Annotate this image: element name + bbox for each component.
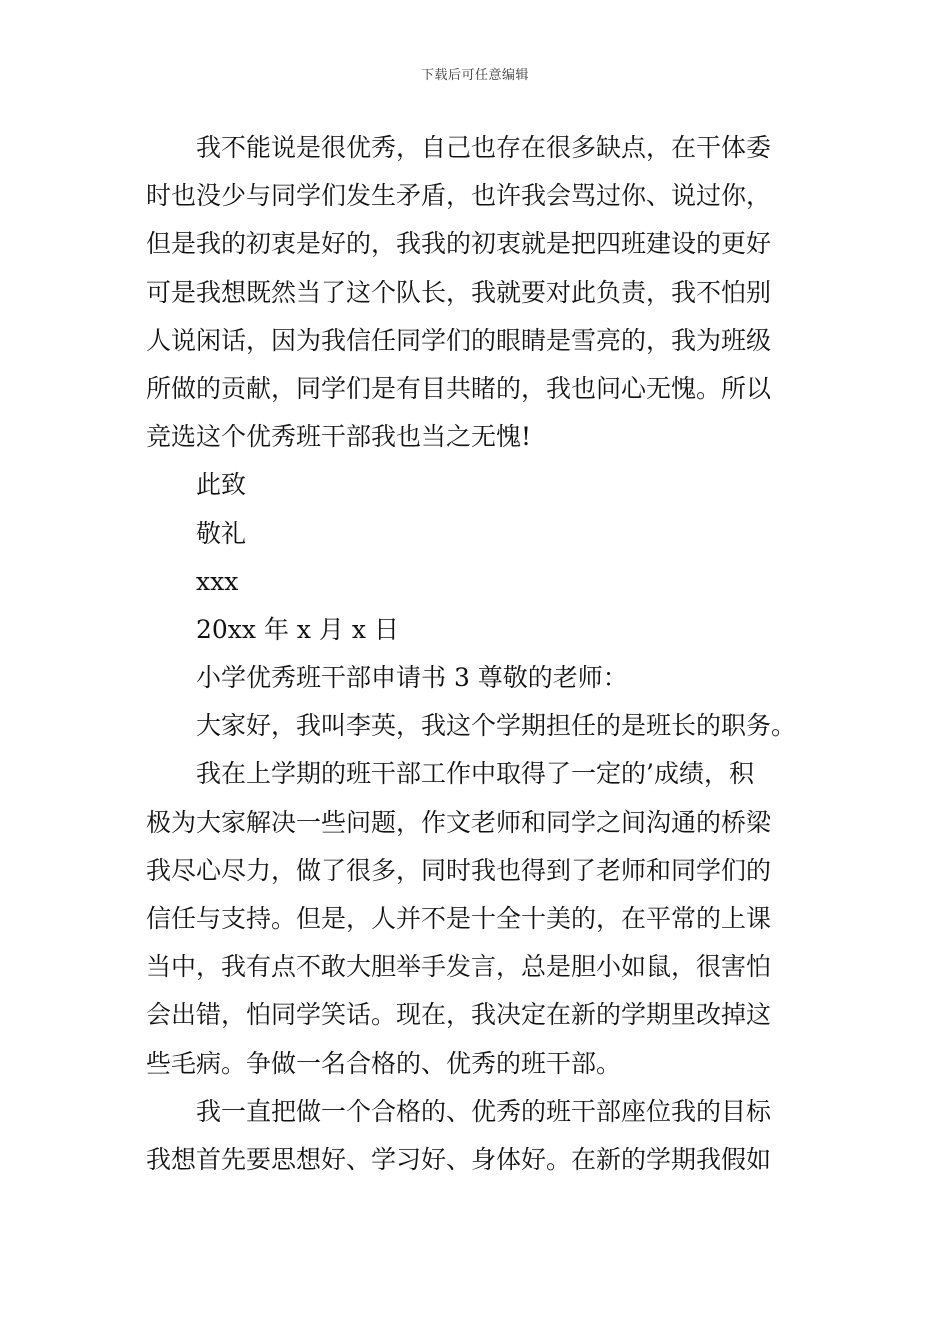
closing-regards: 敬礼 [196,518,247,548]
body-text [146,124,808,1184]
paragraph-line: 信任与支持。但是，人并不是十全十美的，在平常的上课 [146,904,772,933]
paragraph-line: 可是我想既然当了这个队长，我就要对此负责，我不怕别 [146,277,772,307]
paragraph-line: 但是我的初衷是好的，我我的初衷就是把四班建设的更好 [146,229,772,259]
paragraph-line: 竞选这个优秀班干部我也当之无愧! [146,422,532,452]
section-title: 小学优秀班干部申请书 3 尊敬的老师： [196,663,628,693]
paragraph-line: 会出错，怕同学笑话。现在，我决定在新的学期里改掉这 [146,1000,772,1030]
paragraph-line: 所做的贡献，同学们是有目共睹的，我也问心无愧。所以 [146,373,772,403]
paragraph-line: 时也没少与同学们发生矛盾，也许我会骂过你、说过你， [146,181,772,211]
paragraph-line: 我在上学期的班干部工作中取得了一定的’成绩，积 [196,759,754,789]
paragraph-line: 人说闲话，因为我信任同学们的眼睛是雪亮的，我为班级 [146,325,772,355]
signature-date: 20xx 年 x 月 x 日 [196,614,399,644]
paragraph-line: 我一直把做一个合格的、优秀的班干部座位我的目标 [196,1096,772,1126]
closing-salutation: 此致 [196,470,247,500]
paragraph-line: 我尽心尽力，做了很多，同时我也得到了老师和同学们的 [146,855,772,885]
paragraph-line: 极为大家解决一些问题，作文老师和同学之间沟通的桥梁 [146,807,772,837]
header-note: 下载后可任意编辑 [420,68,529,83]
signature-name: xxx [196,566,239,596]
paragraph-line: 些毛病。争做一名合格的、优秀的班干部。 [146,1048,622,1078]
paragraph-line: 大家好，我叫李英，我这个学期担任的是班长的职务。 [196,711,797,741]
paragraph-line: 我想首先要思想好、学习好、身体好。在新的学期我假如 [146,1144,772,1174]
paragraph-line: 我不能说是很优秀，自己也存在很多缺点，在干体委 [196,133,772,162]
paragraph-line: 当中，我有点不敢大胆举手发言，总是胆小如鼠，很害怕 [146,952,772,982]
